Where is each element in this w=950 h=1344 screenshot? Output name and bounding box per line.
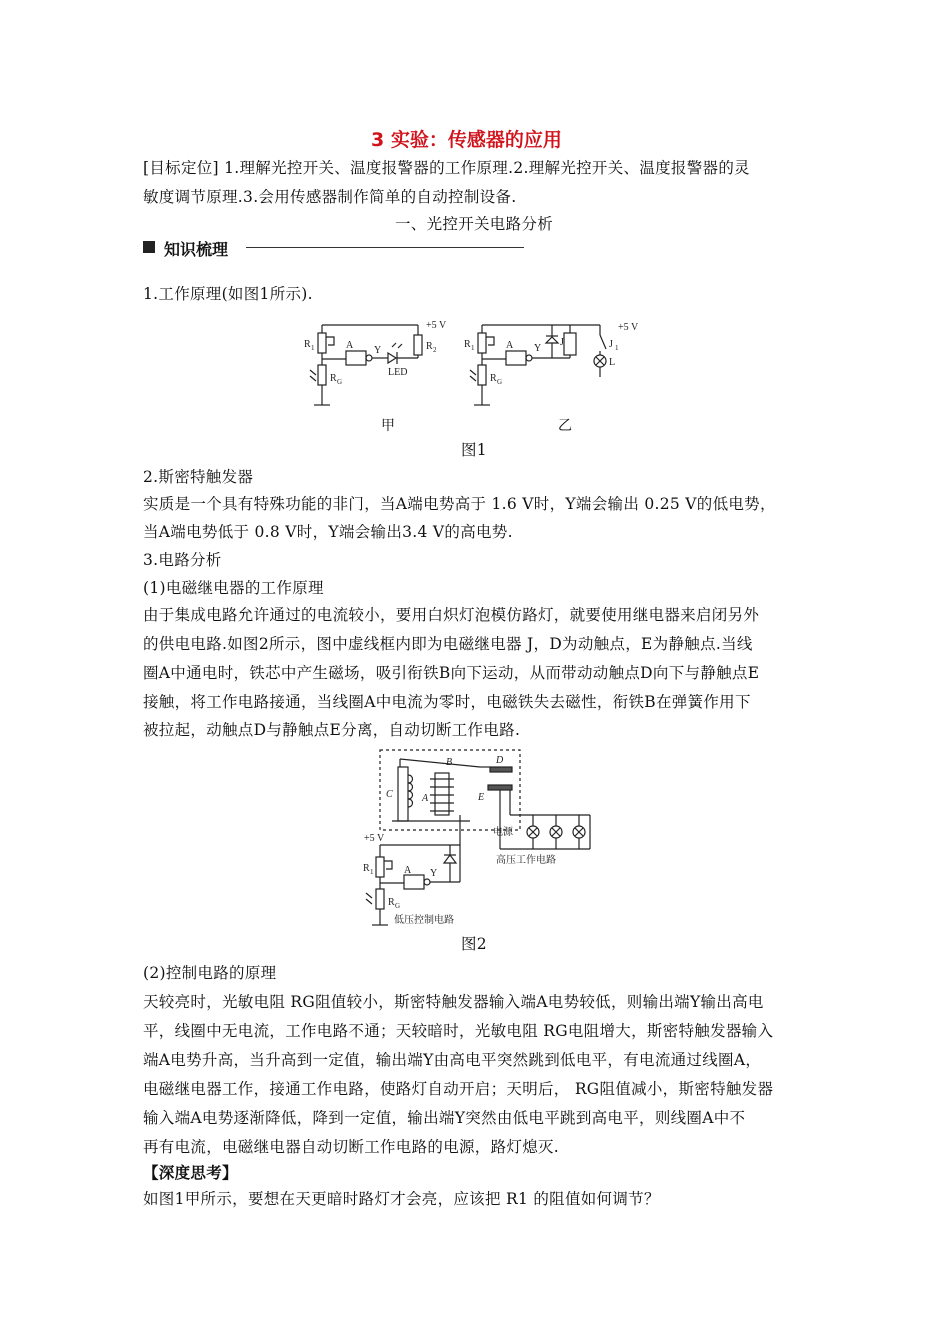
item1-text: 1.工作原理(如图1所示). — [143, 285, 313, 303]
deep-title: 【深度思考】 — [143, 1163, 238, 1182]
fig2-rg-sub: G — [395, 902, 401, 910]
item3-title: 3.电路分析 — [143, 551, 222, 569]
fig1-r1-sub: 1 — [311, 344, 315, 352]
fig1-rg-sub: G — [337, 378, 343, 386]
fig2-pa: A — [404, 865, 412, 876]
fig1-rgb-sub: G — [497, 378, 503, 386]
fig1-caption: 图1 — [461, 441, 487, 459]
fig1-v-left: +5 V — [426, 320, 447, 331]
fig2-a: A — [422, 793, 429, 804]
sub1-title: (1)电磁继电器的工作原理 — [143, 579, 324, 597]
page-title: 3 实验：传感器的应用 — [371, 129, 562, 151]
fig1-l: L — [609, 357, 616, 368]
fig2-c: C — [386, 789, 393, 800]
fig2-power: 电源 — [493, 827, 513, 838]
fig1-r1b: R — [464, 339, 471, 350]
fig1-r2: R — [426, 341, 433, 352]
sub1-line-4: 接触，将工作电路接通，当线圈A中电流为零时，电磁铁失去磁性，衔铁B在弹簧作用下 — [143, 693, 751, 711]
item2-line-1: 实质是一个具有特殊功能的非门，当A端电势高于 1.6 V时，Y端会输出 0.25 V的低电势， — [143, 495, 776, 513]
figure1-diagram — [300, 315, 660, 435]
fig1-led: LED — [388, 367, 408, 378]
sub1-line-5: 被拉起，动触点D与静触点E分离，自动切断工作电路. — [143, 721, 521, 739]
fig1-v-right: +5 V — [618, 322, 639, 333]
fig1-j: J — [560, 337, 564, 348]
fig1-right-label: 乙 — [558, 418, 572, 434]
fig1-j1-sub: 1 — [615, 344, 619, 352]
sub2-title: (2)控制电路的原理 — [143, 964, 277, 982]
sub1-line-2: 的供电电路.如图2所示，图中虚线框内即为电磁继电器 J，D为动触点，E为静触点.当线 — [143, 635, 753, 653]
fig2-caption: 图2 — [461, 935, 487, 953]
sub1-line-3: 圈A中通电时，铁芯中产生磁场，吸引衔铁B向下运动，从而带动动触点D向下与静触点E — [143, 664, 760, 682]
fig1-y: Y — [374, 345, 382, 356]
sub2-line-2: 平，线圈中无电流，工作电路不通；天较暗时，光敏电阻 RG电阻增大，斯密特触发器输入 — [143, 1022, 774, 1040]
fig1-r1: R — [304, 339, 311, 350]
fig2-b: B — [446, 757, 453, 768]
section-subtitle: 一、光控开关电路分析 — [395, 215, 554, 233]
sub2-line-6: 再有电流，电磁继电器自动切断工作电路的电源，路灯熄灭. — [143, 1138, 560, 1156]
fig1-j1: J — [609, 339, 613, 350]
fig1-ab: A — [506, 340, 514, 351]
fig2-r1-sub: 1 — [370, 868, 374, 876]
fig2-r1: R — [363, 863, 370, 874]
figure2-diagram — [360, 745, 600, 930]
fig2-low: 低压控制电路 — [394, 915, 454, 926]
sub2-line-5: 输入端A电势逐渐降低，降到一定值，输出端Y突然由低电平跳到高电平，则线圈A中不 — [143, 1109, 746, 1127]
fig2-high: 高压工作电路 — [496, 855, 556, 866]
sub2-line-1: 天较亮时，光敏电阻 RG阻值较小，斯密特触发器输入端A电势较低，则输出端Y输出高电 — [143, 993, 764, 1011]
section-rule — [246, 247, 524, 248]
fig1-rg: R — [330, 373, 337, 384]
fig1-left-label: 甲 — [381, 418, 395, 434]
sub2-line-3: 端A电势升高，当升高到一定值，输出端Y由高电平突然跳到低电平，有电流通过线圈A， — [143, 1051, 762, 1069]
fig2-py: Y — [430, 868, 438, 879]
fig2-rg: R — [388, 897, 395, 908]
item2-title: 2.斯密特触发器 — [143, 468, 254, 486]
fig1-a: A — [346, 340, 354, 351]
fig2-e: E — [478, 792, 485, 803]
item2-line-2: 当A端电势低于 0.8 V时，Y端会输出3.4 V的高电势. — [143, 523, 513, 541]
sub2-line-4: 电磁继电器工作，接通工作电路，使路灯自动开启；天明后， RG阻值减小，斯密特触发器 — [143, 1080, 774, 1098]
fig1-r1b-sub: 1 — [471, 344, 475, 352]
section-heading: 知识梳理 — [164, 240, 229, 259]
fig2-v: +5 V — [364, 833, 385, 844]
section-square-icon — [143, 241, 155, 253]
fig2-d: D — [496, 755, 504, 766]
fig1-r2-sub: 2 — [433, 346, 437, 354]
sub1-line-1: 由于集成电路允许通过的电流较小，要用白炽灯泡模仿路灯，就要使用继电器来启闭另外 — [143, 606, 760, 624]
fig1-rgb: R — [490, 373, 497, 384]
deep-text: 如图1甲所示，要想在天更暗时路灯才会亮，应该把 R1 的阻值如何调节？ — [143, 1190, 660, 1208]
objectives-line-1: [目标定位] 1.理解光控开关、温度报警器的工作原理.2.理解光控开关、温度报警器的灵 — [143, 159, 750, 177]
objectives-line-2: 敏度调节原理.3.会用传感器制作简单的自动控制设备. — [143, 188, 517, 206]
fig1-yb: Y — [534, 343, 542, 354]
